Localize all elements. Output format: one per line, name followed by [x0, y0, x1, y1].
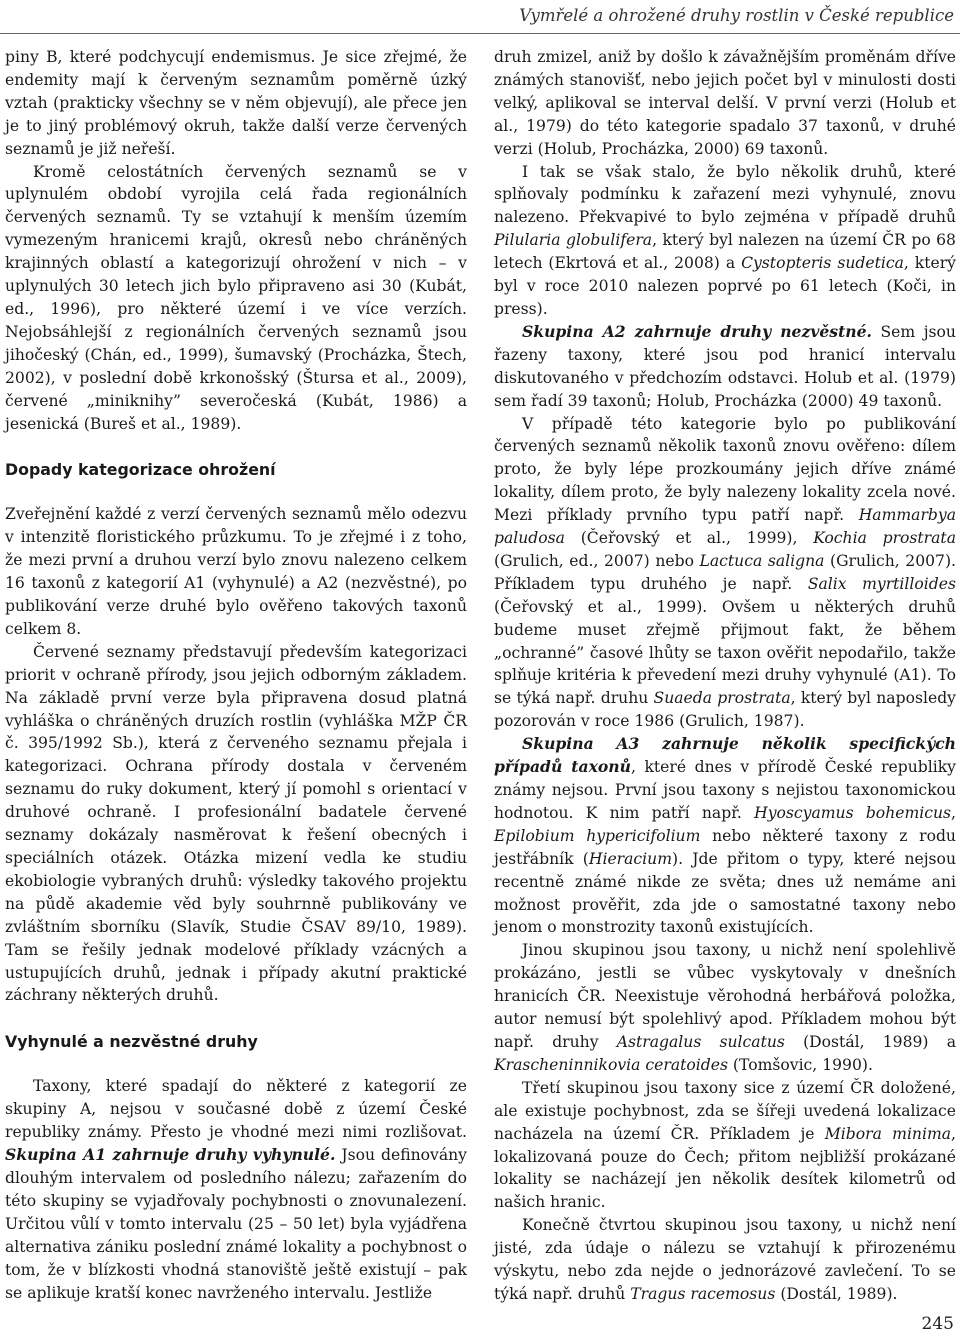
section-heading-vyhynule: Vyhynulé a nezvěstné druhy	[5, 1032, 258, 1052]
text-run: Jinou skupinou jsou taxony, u nichž není spolehlivě prokázáno, jestli se vůbec vyskytovaly v dnešních hranicích ČR. Neexistuje věrohodná herbářová položka, autor nemusí být spolehlivý apod. Příkladem mohou být např. druhy	[494, 941, 956, 1051]
text-run: (Dostál, 1989).	[775, 1284, 898, 1303]
text-run: (Dostál, 1989) a	[784, 1032, 956, 1051]
species-name: Krascheninnikovia ceratoides	[494, 1055, 728, 1074]
text-run: , který byl nalezen na území ČR po 68 letech (Ekrtová et al., 2008) a	[494, 231, 956, 273]
paragraph	[494, 733, 956, 939]
text-run: (Čeřovský et al., 1999). Ovšem u některých druhů budeme muset zřejmě přijmout fakt, že během „ochranné” časové lhůty se taxon ověřit nepodařilo, takže splňuje kritéria k převedení mezi druhy vyhynulé (A1). To se týká např. druhu	[494, 597, 956, 708]
paragraph	[494, 939, 956, 1076]
text-run: Jsou definovány dlouhým intervalem od posledního nálezu; zařazením do této skupiny se vyjadřovaly pochybnosti o znovunalezení. Určitou vůlí v tomto intervalu (25 – 50 let) byla vyjádřena alternativa zániku poslední známé lokality a pochybnost o tom, že v blízkosti vhodná stanoviště ještě existují – pak se aplikuje kratší konec navrženého intervalu. Jestliže	[5, 1146, 467, 1302]
text-run: nebo některé taxony z rodu jestřábník (	[494, 826, 956, 868]
text-run: ,	[951, 803, 956, 822]
text-run: Taxony, které spadají do některé z kategorií ze skupiny A, nejsou v současné době z území České republiky známy. Přesto je vhodné mezi nimi rozlišovat.	[5, 1077, 467, 1142]
species-name: Salix myrtilloides	[807, 574, 956, 593]
text-run: , které dnes v přírodě České republiky známy nejsou. První jsou taxony s nejistou taxonomickou hodnotou. K nim patří např.	[494, 758, 956, 822]
genus-name: Hieracium	[588, 849, 672, 868]
text-run: (Čeřovský et al., 1999),	[564, 529, 814, 548]
paragraph: Zveřejnění každé z verzí červených seznamů mělo odezvu v intenzitě floristického průzkumu. To je zřejmé i z toho, že mezi první a druhou verzí bylo znovu nalezeno celkem 16 taxonů z kategorií A1 (vyhynulé) a A2 (nezvěstné), po publikování verze druhé bylo ověřeno takových taxonů celkem 8.	[5, 505, 467, 638]
text-run: I tak se však stalo, že bylo několik druhů, které splňovaly podmínku k zařazení mezi vyhynulé, znovu nalezeno. Překvapivé to bylo zejména v případě druhů	[494, 162, 956, 227]
page-number: 245	[921, 1314, 954, 1334]
paragraph: piny B, které podchycují endemismus. Je sice zřejmé, že endemity mají k červeným seznamům poměrně úzký vztah (prakticky všechny se v něm objevují), ale přece jen je to jiný problémový okruh, takže další verze červených seznamů je již neřeší.	[5, 48, 467, 158]
paragraph: druh zmizel, aniž by došlo k závažnějším proměnám dříve známých stanovišť, nebo jejich počet byl v minulosti dosti velký, aplikoval se interval delší. V první verzi (Holub et al., 1979) do této kategorie spadalo 37 taxonů, v druhé verzi (Holub, Procházka, 2000) 69 taxonů.	[494, 48, 956, 158]
paragraph	[494, 1214, 956, 1306]
text-run: , lokalizovaná pouze do Čech; přitom nejbližší prokázané lokality se nacházejí jen několik desítek kilometrů od našich hranic.	[494, 1124, 957, 1212]
text-run: Konečně čtvrtou skupinou jsou taxony, u nichž není jisté, zda údaje o nálezu se vztahují k přirozenému výskytu, nebo zda nejde o jednorázové zavlečení. To se týká např. druhů	[494, 1216, 956, 1303]
species-name: Epilobium hypericifolium	[494, 826, 701, 845]
text-run: (Grulich, ed., 2007) nebo	[494, 551, 700, 570]
paragraph	[494, 1077, 956, 1214]
left-column	[5, 46, 467, 1304]
section-heading-dopady: Dopady kategorizace ohrožení	[5, 460, 276, 480]
species-name: Tragus racemosus	[630, 1284, 776, 1303]
paragraph	[494, 161, 956, 321]
species-name: Lactuca saligna	[699, 551, 825, 570]
paragraph	[494, 413, 956, 734]
text-run: Třetí skupinou jsou taxony sice z území ČR doložené, ale existuje pochybnost, zda se šířeji uvedená lokalizace nacházela na území ČR. Příkladem je	[494, 1078, 956, 1143]
species-name: Kochia prostrata	[813, 529, 956, 548]
species-name: Pilularia globulifera	[494, 231, 653, 250]
text-run: ). Jde přitom o typy, které nejsou recentně známé nikde ze světa; dnes už nemáme ani možnost prověřit, zda jde o samostatné taxony nebo jenom o monstrozity taxonů existujících.	[494, 849, 956, 937]
text-run: V případě této kategorie bylo po publikování červených seznamů několik taxonů znovu ověřeno: dílem proto, že byly lépe prozkoumány jejich dříve známé lokality, dílem proto, že byly nalezeny lokality zcela nové. Mezi příklady prvního typu patří např.	[494, 414, 956, 525]
species-name: Hyoscyamus bohemicus	[754, 803, 952, 822]
text-run: Sem jsou řazeny taxony, které jsou pod hranicí intervalu diskutovaného v předchozím odstavci. Holub et al. (1979) sem řadí 39 taxonů; Holub, Procházka (2000) 49 taxonů.	[494, 322, 956, 410]
category-term: Skupina A2 zahrnuje druhy nezvěstné.	[522, 321, 872, 341]
paragraph: Kromě celostátních červených seznamů se v uplynulém období vyrojila celá řada regionálních červených seznamů. Ty se vztahují k menším územím vymezeným hranicemi krajů, okresů nebo chráněných krajinných oblastí a kategorizují ohrožení v nich – v uplynulých 30 letech jich bylo připraveno asi 30 (Kubát, ed., 1996), pro některé území i ve více verzích. Nejobsáhlejší z regionálních červených seznamů jsou jihočeský (Chán, ed., 1999), šumavský (Procházka, Štech, 2002), v poslední době krkonošský (Štursa et al., 2009), červené „miniknihy” severočeská (Kubát, 1986) a jesenická (Bureš et al., 1989).	[5, 162, 467, 433]
right-column	[494, 46, 956, 1306]
species-name: Suaeda prostrata	[653, 689, 791, 708]
species-name: Astragalus sulcatus	[616, 1032, 785, 1051]
species-name: Hammarbya paludosa	[494, 506, 956, 548]
paragraph	[494, 321, 956, 413]
species-name: Cystopteris sudetica	[741, 254, 904, 273]
header-rule	[0, 33, 960, 34]
category-term: Skupina A1 zahrnuje druhy vyhynulé.	[5, 1145, 336, 1165]
category-term: Skupina A3 zahrnuje několik specifických případů taxonů	[494, 734, 956, 777]
species-name: Mibora minima	[824, 1124, 952, 1143]
paragraph	[5, 1075, 467, 1304]
text-run: , který byl naposledy pozorován v roce 1986 (Grulich, 1987).	[494, 689, 956, 731]
text-run: (Grulich, 2007). Příkladem typu druhého je např.	[494, 551, 957, 593]
text-run: (Tomšovic, 1990).	[727, 1055, 873, 1074]
running-header: Vymřelé a ohrožené druhy rostlin v České republice	[519, 6, 954, 25]
text-run: , který byl v roce 2010 nalezen poprvé po 61 letech (Koči, in press).	[494, 254, 956, 318]
paragraph: Červené seznamy představují především kategorizaci priorit v ochraně přírody, jsou jejich odborným základem. Na základě první verze byla připravena dosud platná vyhláška o chráněných druzích rostlin (vyhláška MŽP ČR č. 395/1992 Sb.), která z červeného seznamu přejala i kategorizaci. Ochrana přírody dostala v červeném seznamu do ruky dokument, který jí pomohl s orientací v druhové ochraně. I profesionální badatele červené seznamy dokázaly nasměrovat k řešení obecných i speciálních otázek. Otázka mizení vedla ke studiu ekobiologie vybraných druhů: výsledky takového projektu na půdě akademie věd byly souhrnně publikovány ve zvláštním sborníku (Slavík, Studie ČSAV 89/10, 1989). Tam se řešily jednak modelové příklady vzácných a ustupujících druhů, jednak i případy akutní praktické záchrany některých druhů.	[5, 642, 467, 1005]
